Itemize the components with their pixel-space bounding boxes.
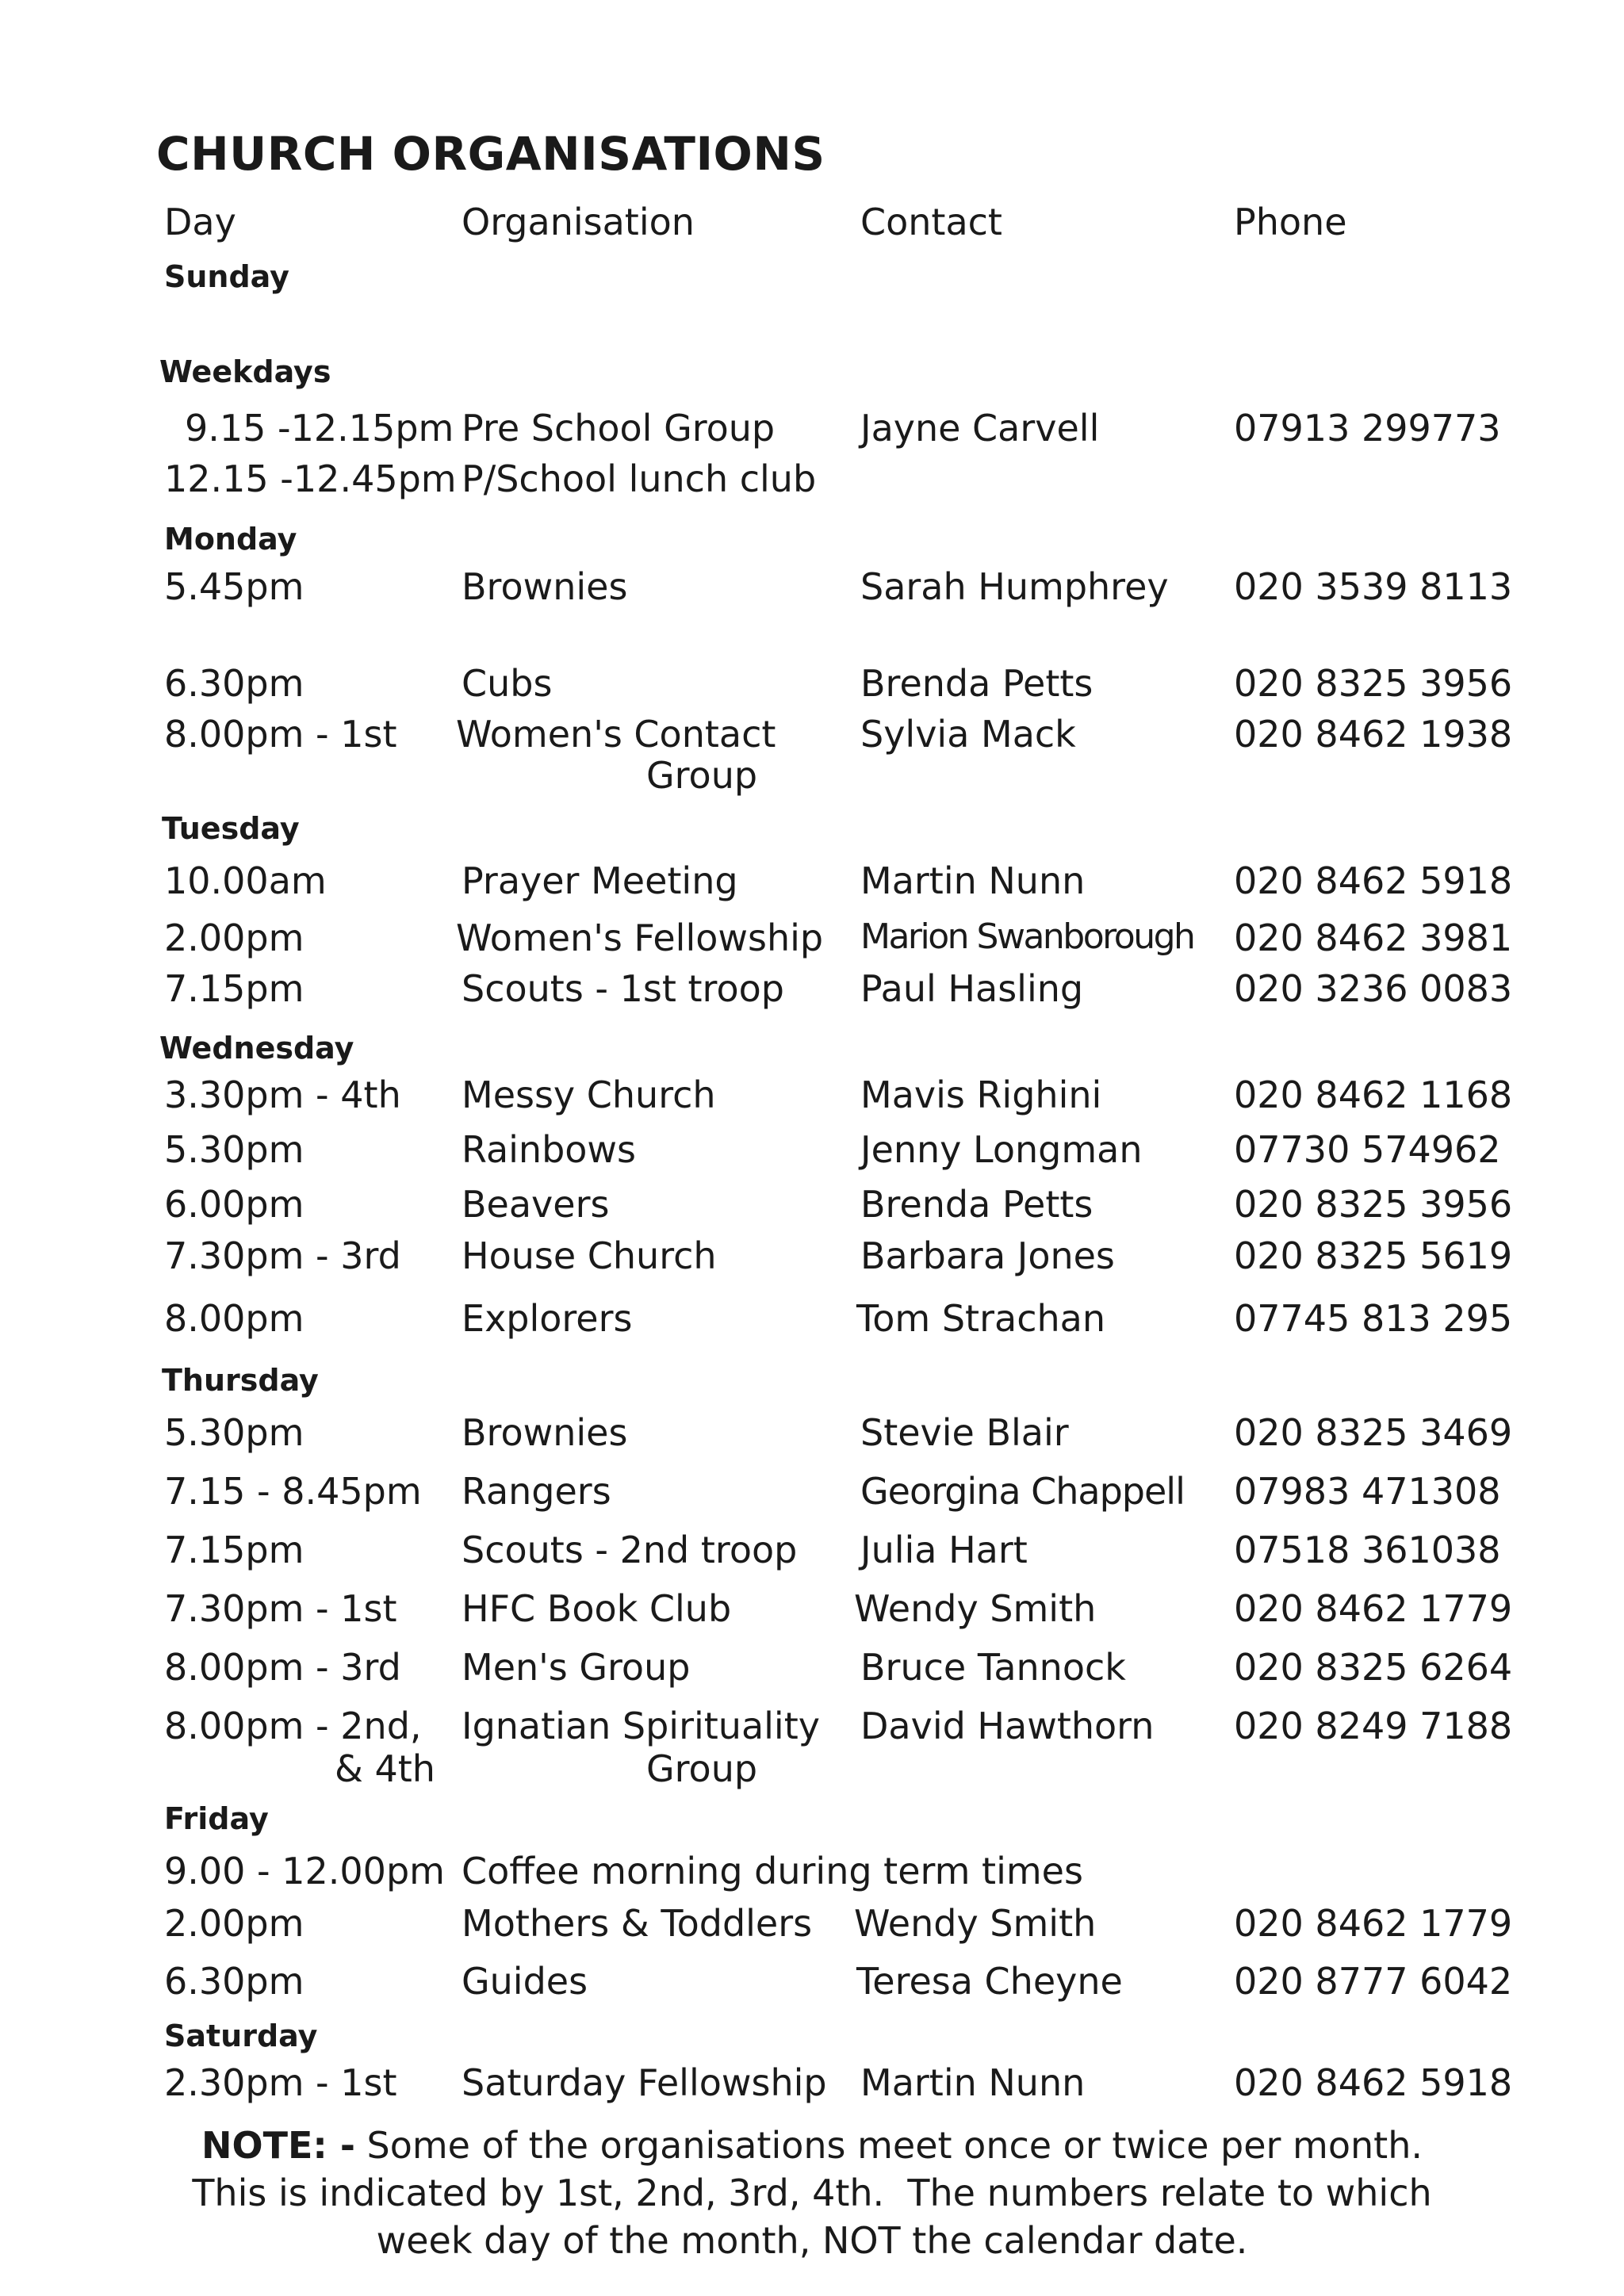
phone-cell: 020 8462 1779	[1234, 1587, 1513, 1630]
time-cell: 2.00pm	[164, 916, 304, 959]
time-cell: 2.30pm - 1st	[164, 2061, 397, 2104]
footnote-line-1	[0, 2122, 1624, 2169]
organisation-cell: Rainbows	[462, 1128, 637, 1171]
phone-cell: 020 8325 6264	[1234, 1646, 1513, 1689]
time-cell: 7.15pm	[164, 1529, 304, 1571]
organisation-cell: HFC Book Club	[462, 1587, 732, 1630]
organisation-cell: Women's Fellowship	[456, 916, 824, 959]
contact-cell: Barbara Jones	[860, 1234, 1115, 1277]
time-cell: 7.15 - 8.45pm	[164, 1470, 422, 1513]
day-heading-weekdays: Weekdays	[159, 354, 331, 389]
organisation-cell: Cubs	[462, 662, 553, 705]
contact-cell: Brenda Petts	[860, 662, 1094, 705]
time-cell: 5.45pm	[164, 565, 304, 608]
day-heading-saturday: Saturday	[164, 2019, 318, 2053]
day-heading-friday: Friday	[164, 1801, 269, 1836]
organisation-cell: Scouts - 2nd troop	[462, 1529, 798, 1571]
phone-cell: 020 8325 3469	[1234, 1411, 1513, 1454]
organisation-cell: Beavers	[462, 1183, 610, 1226]
organisation-cell: Women's Contact	[456, 713, 776, 756]
organisation-cell: Saturday Fellowship	[462, 2061, 827, 2104]
column-header-contact: Contact	[860, 201, 1002, 243]
organisation-cell: Guides	[462, 1960, 588, 2003]
time-cell: 2.00pm	[164, 1902, 304, 1945]
phone-cell: 07983 471308	[1234, 1470, 1501, 1513]
organisation-cell: Brownies	[462, 1411, 628, 1454]
organisation-cell: Prayer Meeting	[462, 859, 738, 902]
phone-cell: 07518 361038	[1234, 1529, 1501, 1571]
organisation-cell: Brownies	[462, 565, 628, 608]
footnote-line-3: week day of the month, NOT the calendar date.	[376, 2219, 1248, 2262]
contact-cell: Marion Swanborough	[860, 916, 1194, 957]
contact-cell: Wendy Smith	[854, 1587, 1097, 1630]
organisation-cell: Coffee morning during term times	[462, 1850, 1083, 1892]
time-cell: 7.30pm - 3rd	[164, 1234, 401, 1277]
time-cell: 12.15 -12.45pm	[164, 457, 457, 500]
time-cell-continuation: & 4th	[335, 1747, 435, 1790]
phone-cell: 020 8462 5918	[1234, 859, 1513, 902]
day-heading-tuesday: Tuesday	[162, 811, 300, 846]
organisation-cell-continuation: Group	[646, 754, 758, 797]
contact-cell: Bruce Tannock	[860, 1646, 1126, 1689]
time-cell: 9.00 - 12.00pm	[164, 1850, 445, 1892]
time-cell: 5.30pm	[164, 1128, 304, 1171]
contact-cell: Julia Hart	[860, 1529, 1028, 1571]
contact-cell: Paul Hasling	[860, 967, 1084, 1010]
phone-cell: 07913 299773	[1234, 407, 1501, 450]
contact-cell: Sarah Humphrey	[860, 565, 1169, 608]
contact-cell: Sylvia Mack	[860, 713, 1076, 756]
day-heading-wednesday: Wednesday	[159, 1031, 354, 1066]
phone-cell: 020 8325 3956	[1234, 662, 1513, 705]
phone-cell: 020 8325 5619	[1234, 1234, 1513, 1277]
organisation-cell: Rangers	[462, 1470, 611, 1513]
phone-cell: 020 3236 0083	[1234, 967, 1513, 1010]
phone-cell: 020 8325 3956	[1234, 1183, 1513, 1226]
phone-cell: 020 3539 8113	[1234, 565, 1513, 608]
day-heading-monday: Monday	[164, 522, 297, 557]
organisation-cell: Pre School Group	[462, 407, 776, 450]
page-title: CHURCH ORGANISATIONS	[156, 127, 825, 181]
time-cell: 8.00pm - 3rd	[164, 1646, 401, 1689]
column-header-organisation: Organisation	[462, 201, 695, 243]
time-cell: 5.30pm	[164, 1411, 304, 1454]
time-cell: 9.15 -12.15pm	[185, 407, 454, 450]
contact-cell: Teresa Cheyne	[856, 1960, 1123, 2003]
contact-cell: David Hawthorn	[860, 1705, 1155, 1747]
phone-cell: 020 8462 1938	[1234, 713, 1513, 756]
time-cell: 6.30pm	[164, 1960, 304, 2003]
phone-cell: 07730 574962	[1234, 1128, 1501, 1171]
time-cell: 6.30pm	[164, 662, 304, 705]
contact-cell: Mavis Righini	[860, 1073, 1102, 1116]
organisation-cell: Ignatian Spirituality	[462, 1705, 820, 1747]
day-heading-thursday: Thursday	[162, 1363, 319, 1398]
contact-cell: Brenda Petts	[860, 1183, 1094, 1226]
time-cell: 8.00pm - 2nd,	[164, 1705, 422, 1747]
contact-cell: Tom Strachan	[856, 1297, 1105, 1340]
phone-cell: 020 8462 5918	[1234, 2061, 1513, 2104]
time-cell: 8.00pm	[164, 1297, 304, 1340]
contact-cell: Martin Nunn	[860, 859, 1086, 902]
organisation-cell: Scouts - 1st troop	[462, 967, 784, 1010]
phone-cell: 020 8249 7188	[1234, 1705, 1513, 1747]
organisation-cell: P/School lunch club	[462, 457, 817, 500]
column-header-phone: Phone	[1234, 201, 1347, 243]
time-cell: 6.00pm	[164, 1183, 304, 1226]
day-heading-sunday: Sunday	[164, 259, 289, 294]
phone-cell: 07745 813 295	[1234, 1297, 1513, 1340]
time-cell: 7.15pm	[164, 967, 304, 1010]
phone-cell: 020 8462 1779	[1234, 1902, 1513, 1945]
organisation-cell: Men's Group	[462, 1646, 691, 1689]
organisation-cell: Explorers	[462, 1297, 633, 1340]
footnote-text: Some of the organisations meet once or twice per month.	[366, 2124, 1423, 2167]
organisation-cell: House Church	[462, 1234, 717, 1277]
contact-cell: Stevie Blair	[860, 1411, 1069, 1454]
footnote-line-2: This is indicated by 1st, 2nd, 3rd, 4th. The numbers relate to which	[192, 2172, 1432, 2214]
time-cell: 7.30pm - 1st	[164, 1587, 397, 1630]
contact-cell: Jenny Longman	[860, 1128, 1143, 1171]
phone-cell: 020 8462 3981	[1234, 916, 1513, 959]
time-cell: 8.00pm - 1st	[164, 713, 397, 756]
footnote	[0, 2122, 1624, 2264]
organisation-cell-continuation: Group	[646, 1747, 758, 1790]
phone-cell: 020 8462 1168	[1234, 1073, 1513, 1116]
contact-cell: Jayne Carvell	[860, 407, 1100, 450]
organisation-cell: Messy Church	[462, 1073, 716, 1116]
phone-cell: 020 8777 6042	[1234, 1960, 1513, 2003]
contact-cell: Georgina Chappell	[860, 1470, 1185, 1513]
column-header-day: Day	[164, 201, 236, 243]
time-cell: 3.30pm - 4th	[164, 1073, 401, 1116]
time-cell: 10.00am	[164, 859, 327, 902]
footnote-label: NOTE: -	[201, 2124, 355, 2167]
contact-cell: Martin Nunn	[860, 2061, 1086, 2104]
contact-cell: Wendy Smith	[854, 1902, 1097, 1945]
organisation-cell: Mothers & Toddlers	[462, 1902, 813, 1945]
